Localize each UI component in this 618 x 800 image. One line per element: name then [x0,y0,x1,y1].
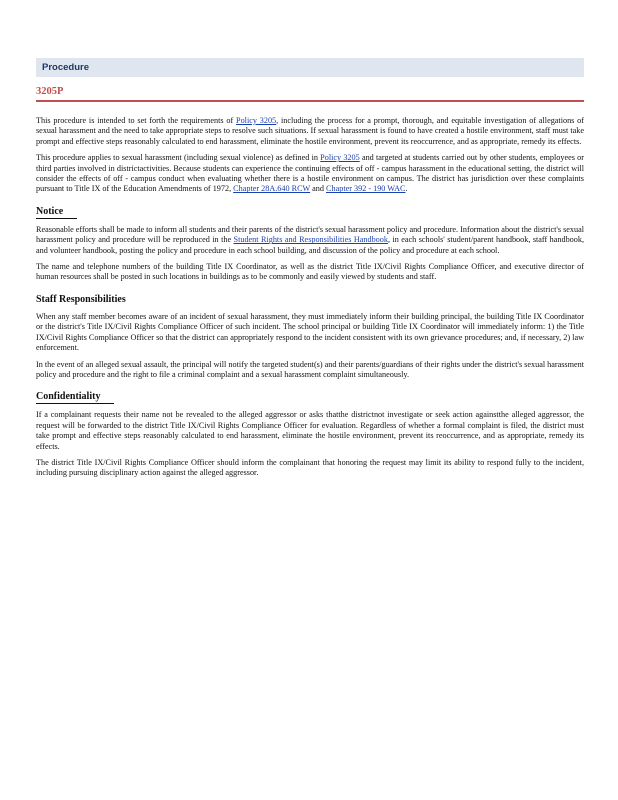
wac-chapter-link[interactable]: Chapter 392 - 190 WAC [326,184,406,194]
staff-paragraph-2: In the event of an alleged sexual assault, the principal will notify the targeted student(s) and their parents/guardians of their rights under the district's sexual harassment policy and procedure and the right to file a criminal complaint and a sexual harassment complaint simultaneously. [36,359,584,379]
intro-paragraph-2 [36,153,584,195]
staff-heading: Staff Responsibilities [36,293,126,305]
intro-text: . [405,184,408,194]
section-title: Procedure [42,62,89,73]
confidentiality-heading: Confidentiality [36,391,114,404]
handbook-link[interactable]: Student Rights and Responsibilities Handbook [233,235,388,245]
section-header-bar [36,58,584,77]
policy-3205-link[interactable]: Policy 3205 [236,116,277,125]
staff-paragraph-1: When any staff member becomes aware of an incident of sexual harassment, they must immediately inform their building principal, the building Title IX Coordinator or the district's Title IX/Civil Rights Compliance Officer of such incident. The school principal or building Title IX Coordinator will immediately inform: 1) the Title IX/Civil Rights Compliance Officer so that the district can appropriately respond to the incident consistent with its own grievance procedures; and, if necessary, 2) law enforcement. [36,311,584,353]
confidentiality-paragraph-1: If a complainant requests their name not be revealed to the alleged aggressor or asks thatthe districtnot investigate or seek action againstthe alleged aggressor, the request will be forwarded to the district Title IX/Civil Rights Compliance Officer for evaluation. Regardless of whether a formal complaint is filed, the district must take prompt and effective steps reasonably calculated to end harassment, eliminate the hostile environment, prevent its reoccurrence, and as appropriate, remedy its effects. [36,410,584,451]
intro-paragraph-1 [36,116,584,147]
intro-text: and [310,184,327,194]
notice-text: , in each schools' student/parent handbook, staff handbook, and volunteer handbook, posting the policy and procedure in each school building, and discussion of the policy and procedure at each school. [36,235,584,255]
document-page [0,58,618,800]
policy-3205-link[interactable]: Policy 3205 [320,153,360,163]
notice-paragraph-2: The name and telephone numbers of the building Title IX Coordinator, as well as the district Title IX/Civil Rights Compliance Officer, and executive director of human resources shall be posted in such locations in buildings as to be commonly and easily viewed by students and staff. [36,262,584,282]
confidentiality-paragraph-2: The district Title IX/Civil Rights Compliance Officer should inform the complainant that honoring the request may limit its ability to respond fully to the incident, including pursuing disciplinary action against the alleged aggressor. [36,457,584,478]
intro-text: This procedure applies to sexual harassment (including sexual violence) as defined in [36,153,321,163]
notice-text: Reasonable efforts shall be made to inform all students and their parents of the district's sexual harassment policy and procedure. Information about the district's sexual harassment policy and procedure will be reproduced in the [36,224,584,245]
intro-text: This procedure is intended to set forth the requirements of [36,116,237,125]
notice-paragraph-1 [36,225,584,256]
intro-text: , including the process for a prompt, thorough, and equitable investigation of allegations of sexual harassment and the need to take appropriate steps to resolve such situations. If sexual harassment is found to have created a hostile environment, staff must take prompt and effective steps reasonably calculated to end harassment, eliminate the hostile environment, prevent its reoccurrence, and as appropriate, remedy its effects. [36,116,584,146]
notice-heading: Notice [36,206,77,219]
intro-text: and targeted at students carried out by other students, employees or third parties involved in districtactivities. Because students can experience the continuing effects of off - campus harassment in the educational setting, the district will consider the effects of off - campus conduct when evaluating whether there is a hostile environment on campus. The district has jurisdiction over these complaints pursuant to Title IX of the Education Amendments of 1972, [36,153,584,194]
procedure-code: 3205P [36,86,584,102]
rcw-chapter-link[interactable]: Chapter 28A.640 RCW [233,184,311,194]
